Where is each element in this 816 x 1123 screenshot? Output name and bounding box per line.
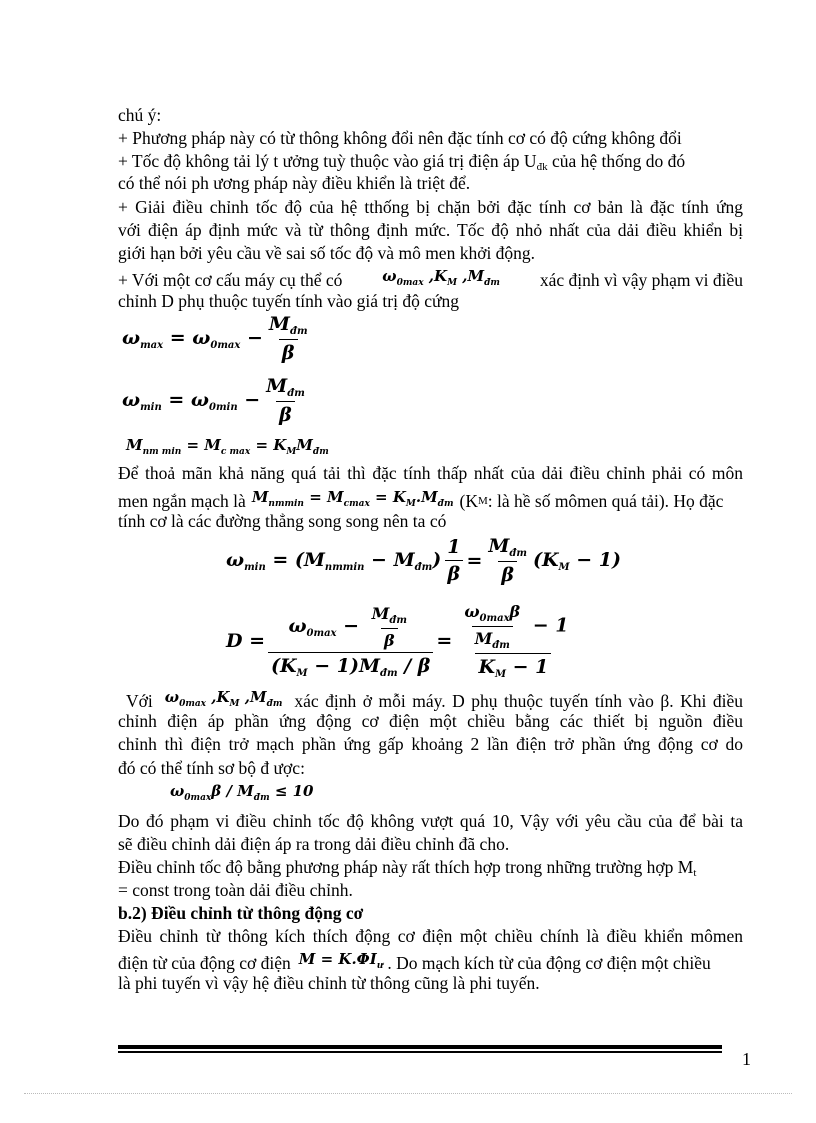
text-line: chú ý: [118,105,162,125]
equation-range-d: D = $\omega_{0max}$ − $\frac{M_{đm}}{\beta}$ $(K_M - 1)M_{đm} / \beta$ = $\frac{\omega_{0max}\beta}{M_{đm}}$ − 1 $K_M - 1$ [226,602,569,680]
footer-rule [118,1045,722,1049]
inline-formula: $\omega_{0max}$ $,K_M$ $,M_{đm}$ [164,688,283,709]
text-line: Với $\omega_{0max}$ $,K_M$ $,M_{đm}$ xác định ở mỗi máy. D phụ thuộc tuyến tính vào β. Khi điều [118,686,743,715]
text-line: + Phương pháp này có từ thông không đổi nên đặc tính cơ có độ cứng không đổi [118,128,682,148]
text-line: Điều chỉnh tốc độ bằng phương pháp này rất thích hợp trong những trường hợp Mt [118,857,697,879]
footer-rule-thin [118,1051,722,1053]
text-line: có thể nói ph ương pháp này điều khiển là triệt để. [118,173,471,193]
text-line: chỉnh điện áp phần ứng động cơ điện một chiều bằng các thiết bị nguồn điều [118,711,743,731]
text-line: chỉnh thì điện trở mạch phần ứng gấp khoảng 2 lần điện trở phần ứng động cơ do [118,734,743,754]
text-line: tính cơ là các đường thẳng song song nên ta có [118,511,447,531]
equation-omega-min: $\omega_{min} = \omega_{0min}$ − $\frac{M_{đm}}{\beta}$ [122,375,305,426]
equation-inequality: $\omega_{0max}\beta / M_{đm} \le 10$ [170,782,314,803]
inline-formula: $M_{nmmin} = M_{cmax} = K_M.M_{đm}$ [251,488,454,509]
text-line: + Với một cơ cấu máy cụ thể có $\omega_{0max}$ $,K_M$ $,M_{đm}$ xác định vì vậy phạm vi điều [118,265,743,294]
text-line: + Tốc độ không tải lý t ưởng tuỳ thuộc vào giá trị điện áp Uđk của hệ thống do đó [118,151,686,173]
text-line: giới hạn bởi yêu cầu về sai số tốc độ và mô men khởi động. [118,243,536,263]
text-line: sẽ điều chỉnh dải điện áp ra trong dải điều chỉnh đã cho. [118,834,510,854]
text-line: men ngắn mạch là $M_{nmmin} = M_{cmax} = K_M.M_{đm}$ (K M : là hề số mômen quá tải). Họ đặc [118,486,743,515]
page-number: 1 [742,1049,751,1069]
text-line: là phi tuyến vì vậy hệ điều chỉnh từ thông cũng là phi tuyến. [118,973,540,993]
text-line: = const trong toàn dải điều chỉnh. [118,880,353,900]
text-line: + Giải điều chỉnh tốc độ của hệ tthống bị chặn bởi đặc tính cơ bản là đặc tính ứng [118,197,743,217]
text-line: với điện áp định mức và từ thông định mức. Tốc độ nhỏ nhất của dải điều khiển bị [118,220,743,240]
section-heading: b.2) Điều chỉnh từ thông động cơ [118,903,364,923]
text-line: đó có thể tính sơ bộ đ ược: [118,758,305,778]
text-line: điện từ của động cơ điện $M = K.\Phi I_ư$ . Do mạch kích từ của động cơ điện một chiều [118,948,743,977]
inline-formula: $\omega_{0max}$ $,K_M$ $,M_{đm}$ [382,267,500,288]
text-line: Để thoả mãn khả năng quá tải thì đặc tính thấp nhất của dải điều chỉnh phải có môn [118,463,743,483]
text-line: Do đó phạm vi điều chỉnh tốc độ không vượt quá 10, Vậy với yêu cầu của để bài ta [118,811,743,831]
equation-omega-max: $\omega_{max} = \omega_{0max}$ − $\frac{M_{đm}}{\beta}$ [122,313,308,364]
text-line: Điều chỉnh từ thông kích thích động cơ điện một chiều chính là điều khiển mômen [118,926,743,946]
inline-formula: $M = K.\Phi I_ư$ [298,950,384,971]
equation-torque: $M_{nm min} = M_{c max} = K_MM_{đm}$ [126,436,329,457]
text-line: chỉnh D phụ thuộc tuyến tính vào giá trị độ cứng [118,291,459,311]
equation-omega-min-expanded: $\omega_{min} = (M_{nmmin} - M_{đm})$ $\frac{1}{\beta}$ = $\frac{M_{đm}}{\beta}$ $(K_M - 1)$ [226,535,621,586]
page-bottom-dotted-line [24,1093,792,1094]
